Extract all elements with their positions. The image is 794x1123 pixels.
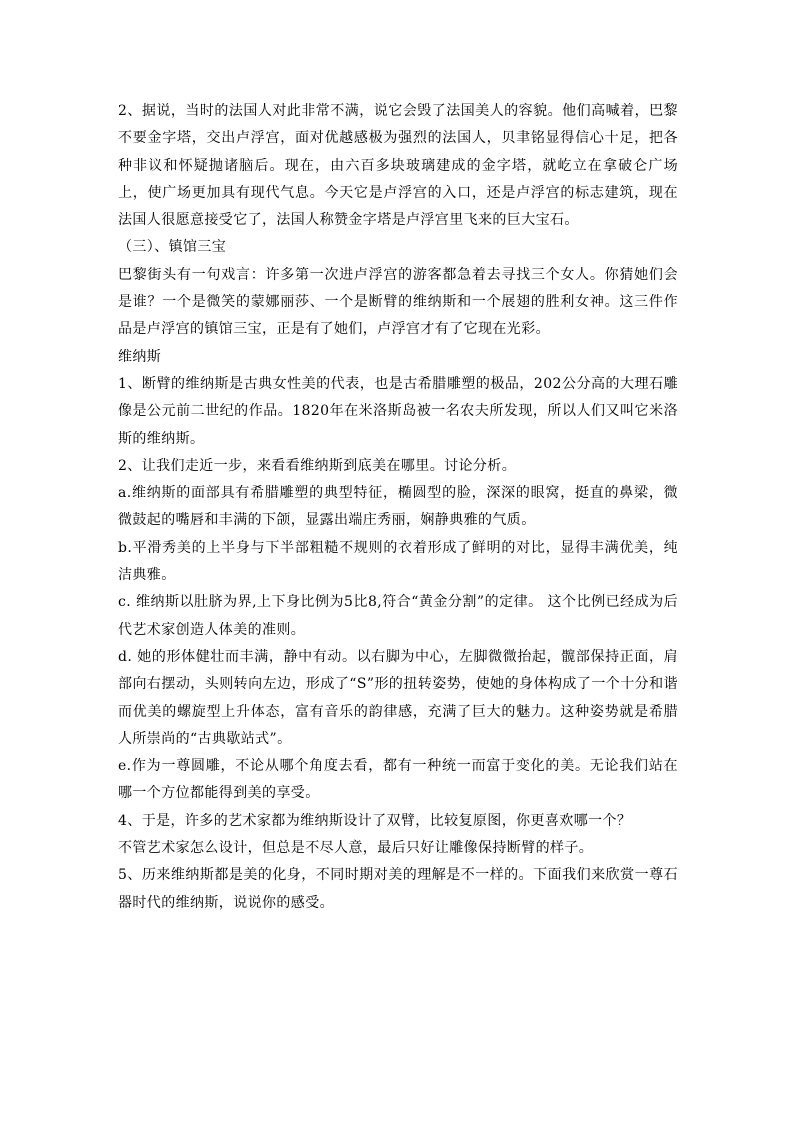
paragraph-pyramid-reaction: 2、据说，当时的法国人对此非常不满，说它会毁了法国美人的容貌。他们高喊着，巴黎不要金字塔，交出卢浮宫，面对优越感极为强烈的法国人，贝聿铭显得信心十足，把各种非议和怀疑抛诸脑后。现在，由六百多块玻璃建成的金字塔，就屹立在拿破仑广场上，使广场更加具有现代气息。今天它是卢浮宫的入口，还是卢浮宫的标志建筑，现在法国人很愿意接受它了，法国人称赞金字塔是卢浮宫里飞来的巨大宝石。 bbox=[118, 103, 678, 229]
item-e-round-sculpture: e.作为一尊圆雕，不论从哪个角度去看，都有一种统一而富于变化的美。无论我们站在哪一个方位都能得到美的享受。 bbox=[118, 758, 678, 802]
item-a-face: a.维纳斯的面部具有希腊雕塑的典型特征，椭圆型的脸，深深的眼窝，挺直的鼻梁，微微鼓起的嘴唇和丰满的下颌，显露出端庄秀丽，娴静典雅的气质。 bbox=[118, 485, 678, 529]
paragraph-venus-discussion: 2、让我们走近一步，来看看维纳斯到底美在哪里。讨论分析。 bbox=[118, 457, 517, 474]
section-heading-three-treasures: （三）、镇馆三宝 bbox=[118, 239, 227, 256]
paragraph-broken-arms: 不管艺术家怎么设计，但总是不尽人意，最后只好让雕像保持断臂的样子。 bbox=[118, 840, 594, 857]
item-d-posture: d. 她的形体健壮而丰满，静中有动。以右脚为中心，左脚微微抬起，髋部保持正面，肩部向右摆动，头则转向左边，形成了“S”形的扭转姿势，使她的身体构成了一个十分和谐而优美的螺旋型上升体态，富有音乐的韵律感，充满了巨大的魅力。这种姿势就是希腊人所崇尚的“古典歇站式”。 bbox=[118, 648, 678, 747]
paragraph-venus-intro: 1、断臂的维纳斯是古典女性美的代表，也是古希腊雕塑的极品，202公分高的大理石雕像是公元前二世纪的作品。1820年在米洛斯岛被一名农夫所发现，所以人们又叫它米洛斯的维纳斯。 bbox=[118, 375, 678, 447]
document-page bbox=[118, 98, 678, 917]
subheading-venus: 维纳斯 bbox=[118, 348, 162, 365]
item-b-body: b.平滑秀美的上半身与下半部粗糙不规则的衣着形成了鲜明的对比，显得丰满优美，纯洁典雅。 bbox=[118, 539, 678, 584]
paragraph-stone-age-venus: 5、历来维纳斯都是美的化身，不同时期对美的理解是不一样的。下面我们来欣赏一尊石器时代的维纳斯，说说你的感受。 bbox=[118, 867, 678, 911]
paragraph-arms-design: 4、于是，许多的艺术家都为维纳斯设计了双臂，比较复原图，你更喜欢哪一个？ bbox=[118, 812, 632, 829]
item-c-proportion: c. 维纳斯以肚脐为界,上下身比例为5比8,符合“黄金分割”的定律。 这个比例已经成为后代艺术家创造人体美的准则。 bbox=[118, 594, 678, 638]
paragraph-three-women: 巴黎街头有一句戏言：许多第一次进卢浮宫的游客都急着去寻找三个女人。你猜她们会是谁？一个是微笑的蒙娜丽莎、一个是断臂的维纳斯和一个展翅的胜利女神。这三件作品是卢浮宫的镇馆三宝，正是有了她们，卢浮宫才有了它现在光彩。 bbox=[118, 266, 678, 338]
